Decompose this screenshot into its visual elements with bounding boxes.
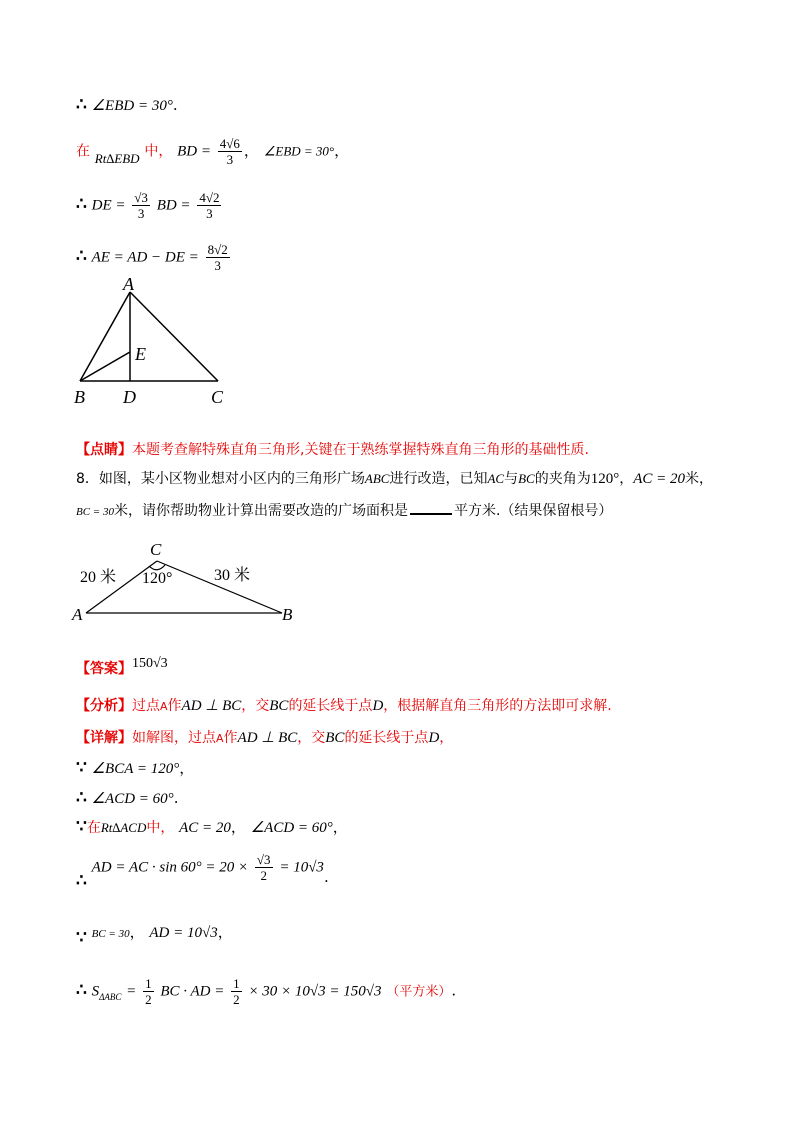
- fraction: [143, 976, 154, 1007]
- therefore-symbol: ∴: [76, 788, 87, 808]
- denominator: 2: [233, 992, 240, 1007]
- detail-line: [76, 728, 453, 749]
- edge-ab: [80, 292, 130, 381]
- punct: ，: [179, 759, 195, 777]
- label-angle: 120°: [142, 570, 173, 587]
- detail-tag: 【详解】: [76, 730, 132, 746]
- answer-blank: [410, 513, 452, 515]
- therefore-symbol: ∴: [76, 194, 87, 215]
- text: 中，: [144, 143, 173, 160]
- math-expr: ∠EBD = 30°: [263, 143, 335, 159]
- answer-line: [76, 652, 168, 677]
- step-line: [76, 242, 232, 273]
- punct: ，: [619, 471, 634, 487]
- label-c: C: [211, 387, 224, 407]
- label-b: B: [74, 387, 85, 407]
- denominator: 3: [137, 206, 145, 221]
- numerator: √3: [134, 190, 148, 205]
- math-expr: BC: [518, 471, 535, 486]
- because-symbol: ∵: [76, 928, 87, 948]
- because-symbol: ∵: [76, 758, 87, 778]
- math-expr: Rt∆ACD: [100, 820, 147, 835]
- label-e: E: [135, 344, 146, 364]
- label-a: A: [72, 605, 83, 624]
- math-expr: BC: [325, 730, 345, 746]
- math-expr: Rt∆EBD: [94, 150, 140, 166]
- text: 与: [504, 471, 519, 487]
- math-expr: × 30 × 10√3 = 150√3: [248, 983, 382, 1000]
- math-expr: AD ⊥ BC: [237, 730, 298, 746]
- label-bc-length: 30 米: [214, 567, 251, 584]
- math-expr: ∠BCA = 120°: [91, 761, 180, 777]
- math-expr: ∠ACD = 60°: [91, 791, 174, 807]
- therefore-symbol: ∴: [76, 95, 87, 115]
- analysis-tag: 【分析】: [76, 698, 132, 714]
- punct: .: [323, 867, 329, 886]
- text: 的夹角为: [534, 471, 591, 487]
- text: 米，: [685, 471, 714, 487]
- math-expr: BC · AD =: [160, 983, 225, 1000]
- label-ac-length: 20 米: [80, 569, 117, 586]
- text: 在: [86, 820, 101, 836]
- text: 中，: [146, 820, 175, 836]
- math-expr: 120°: [590, 471, 620, 487]
- step-line: [76, 852, 329, 891]
- math-expr: = 10√3: [279, 859, 324, 876]
- math-expr: ∠ACD = 60°: [250, 820, 333, 836]
- punct: ，: [230, 818, 246, 836]
- text: ，交: [297, 730, 326, 746]
- text: A: [216, 732, 224, 745]
- math-expr: BC = 30: [76, 506, 114, 518]
- math-expr: ∠EBD = 30°: [91, 98, 173, 114]
- step-line: [76, 817, 348, 838]
- step-line: [76, 190, 223, 221]
- punct: .: [451, 981, 457, 1000]
- subscript: ΔABC: [99, 991, 122, 1002]
- label-a: A: [123, 274, 134, 294]
- math-expr: AD = 10√3: [149, 925, 218, 941]
- fraction: [231, 976, 242, 1007]
- math-expr: BD =: [156, 197, 191, 214]
- triangle-figure-abc: [60, 270, 270, 410]
- punct: .: [173, 789, 179, 807]
- fraction: [218, 136, 242, 167]
- punct: ，: [243, 141, 259, 160]
- label-d: D: [123, 387, 136, 407]
- answer-value: 150√3: [132, 656, 168, 671]
- math-expr: BC: [269, 698, 289, 714]
- text: ，: [439, 730, 454, 746]
- math-expr: AD = AC · sin 60° = 20 ×: [91, 859, 249, 876]
- math-expr: AC = 20: [179, 820, 231, 836]
- therefore-symbol: ∴: [76, 980, 87, 1001]
- text: 作: [167, 698, 182, 714]
- denominator: 3: [214, 258, 221, 273]
- text: A: [160, 700, 168, 713]
- denominator: 3: [226, 152, 234, 167]
- text: 如解图，过点: [132, 730, 216, 746]
- math-expr: BD =: [177, 143, 211, 160]
- triangle-figure-square: [70, 538, 310, 628]
- step-line: [76, 758, 194, 779]
- question-line: [76, 501, 612, 522]
- math-expr: DE =: [91, 197, 126, 214]
- numerator: 1: [233, 976, 240, 991]
- punct: ，: [217, 923, 233, 941]
- numerator: √3: [256, 852, 271, 867]
- numerator: 8√2: [207, 242, 228, 257]
- math-expr: D: [372, 698, 384, 714]
- text: ，交: [241, 698, 270, 714]
- punct: ，: [334, 141, 350, 160]
- math-expr: AD ⊥ BC: [181, 698, 242, 714]
- math-expr: S: [91, 983, 100, 1000]
- text: 的延长线于点: [344, 730, 429, 746]
- math-expr: AE = AD − DE =: [91, 249, 199, 266]
- comment-line: [76, 440, 589, 460]
- fraction: [132, 190, 150, 221]
- text: 8．如图，某小区物业想对小区内的三角形广场: [76, 471, 365, 487]
- punct: ，: [129, 923, 145, 941]
- step-line: [76, 976, 456, 1007]
- punct: .: [172, 96, 178, 114]
- denominator: 3: [206, 206, 213, 221]
- comment-text: 本题考查解特殊直角三角形,关键在于熟练掌握特殊直角三角形的基础性质.: [132, 442, 589, 458]
- because-symbol: ∵: [76, 817, 87, 837]
- therefore-symbol: ∴: [76, 870, 87, 891]
- step-line: [76, 136, 349, 167]
- text: 作: [223, 730, 238, 746]
- text: 的延长线于点: [288, 698, 373, 714]
- step-line: [76, 788, 178, 809]
- answer-tag: 【答案】: [76, 661, 132, 677]
- fraction: [197, 190, 221, 221]
- unit-text: （平方米）: [386, 984, 452, 1000]
- numerator: 1: [145, 976, 152, 991]
- text: 在: [76, 143, 90, 160]
- math-expr: BC = 30: [91, 928, 130, 940]
- fraction: [206, 242, 230, 273]
- numerator: 4√6: [219, 136, 240, 151]
- denominator: 2: [145, 992, 152, 1007]
- question-line: [76, 469, 713, 489]
- denominator: 2: [260, 868, 267, 883]
- numerator: 4√2: [199, 190, 220, 205]
- edge-ac: [130, 292, 218, 381]
- punct: ，: [332, 818, 348, 836]
- step-line: [76, 922, 233, 948]
- text: 平方米.（结果保留根号）: [453, 503, 613, 519]
- text: 进行改造，已知: [389, 471, 488, 487]
- math-expr: =: [126, 983, 137, 1000]
- label-c: C: [150, 540, 162, 559]
- text: 过点: [132, 698, 160, 714]
- math-expr: ABC: [364, 471, 390, 486]
- step-line: [76, 95, 178, 116]
- analysis-line: [76, 696, 612, 717]
- fraction: [255, 852, 273, 883]
- text: 米，请你帮助物业计算出需要改造的广场面积是: [113, 503, 408, 519]
- text: ，根据解直角三角形的方法即可求解.: [383, 698, 612, 714]
- therefore-symbol: ∴: [76, 246, 87, 267]
- comment-tag: 【点睛】: [76, 442, 132, 458]
- math-expr: AC: [487, 471, 505, 486]
- label-b: B: [282, 605, 293, 624]
- math-expr: D: [428, 730, 440, 746]
- math-expr: AC = 20: [633, 471, 686, 487]
